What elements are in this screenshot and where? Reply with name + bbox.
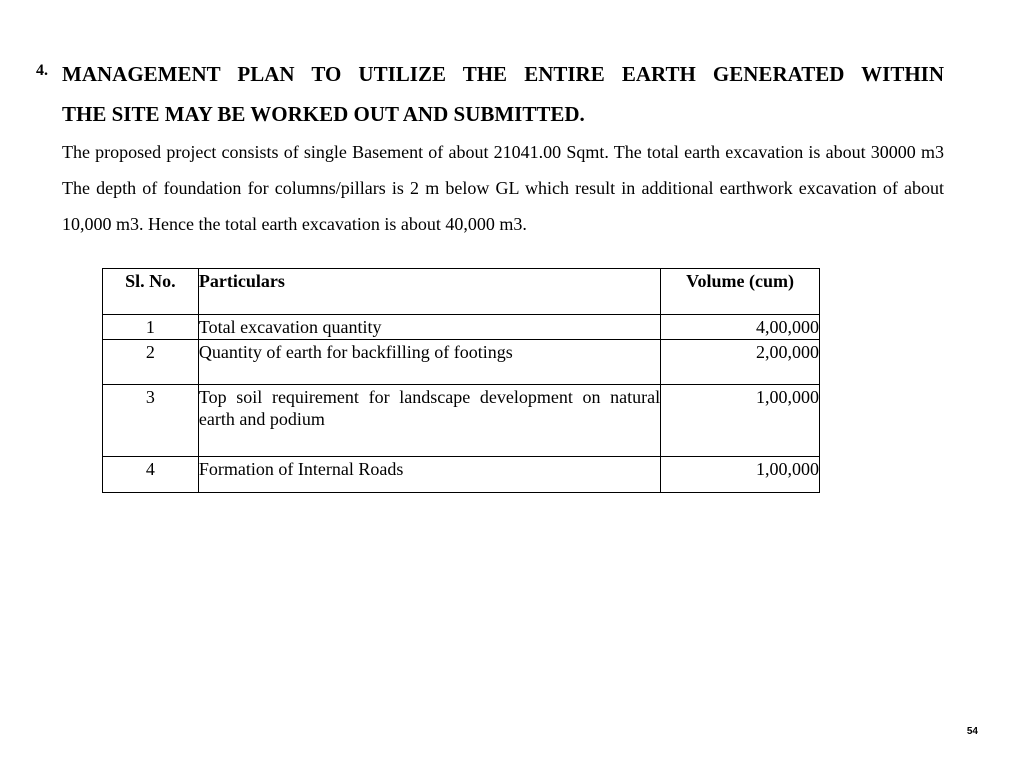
cell-volume: 1,00,000: [661, 457, 820, 493]
cell-particulars: [198, 457, 660, 493]
particulars-text: Top soil requirement for landscape development on natural earth and podium: [198, 387, 661, 429]
particulars-text: Formation of Internal Roads: [198, 459, 404, 479]
cell-sl: 3: [103, 385, 199, 457]
header-volume: Volume (cum): [661, 269, 820, 315]
header-particulars: Particulars: [198, 269, 660, 315]
heading-line-2: THE SITE MAY BE WORKED OUT AND SUBMITTED.: [62, 102, 585, 126]
section-4: [36, 54, 944, 260]
table-row: [103, 340, 820, 385]
section-number: 4.: [36, 62, 48, 79]
heading-line-1: MANAGEMENT PLAN TO UTILIZE THE ENTIRE EARTH GENERATED WITHIN: [62, 62, 944, 86]
particulars-text: Total excavation quantity: [198, 317, 382, 337]
cell-particulars: [198, 385, 660, 457]
table-row: [103, 457, 820, 493]
body-paragraph: The proposed project consists of single Basement of about 21041.00 Sqmt. The total earth excavation is about 30000 m3 The depth of foundation for columns/pillars is 2 m below GL which result in additional earthwork excavation of about 10,000 m3. Hence the total earth excavation is about 40,000 m3.: [62, 142, 944, 234]
table-row: [103, 385, 820, 457]
cell-particulars: [198, 340, 660, 385]
cell-volume: 1,00,000: [661, 385, 820, 457]
table-row: [103, 315, 820, 340]
cell-sl: 1: [103, 315, 199, 340]
heading-row: [36, 54, 944, 134]
page-number: 54: [966, 726, 978, 737]
particulars-text: Quantity of earth for backfilling of footings: [198, 342, 513, 362]
header-sl-no: Sl. No.: [103, 269, 199, 315]
cell-sl: 2: [103, 340, 199, 385]
section-heading: [62, 54, 944, 134]
cell-volume: 4,00,000: [661, 315, 820, 340]
cell-volume: 2,00,000: [661, 340, 820, 385]
table-header-row: [103, 269, 820, 315]
earth-volume-table: [102, 268, 820, 493]
cell-sl: 4: [103, 457, 199, 493]
cell-particulars: [198, 315, 660, 340]
